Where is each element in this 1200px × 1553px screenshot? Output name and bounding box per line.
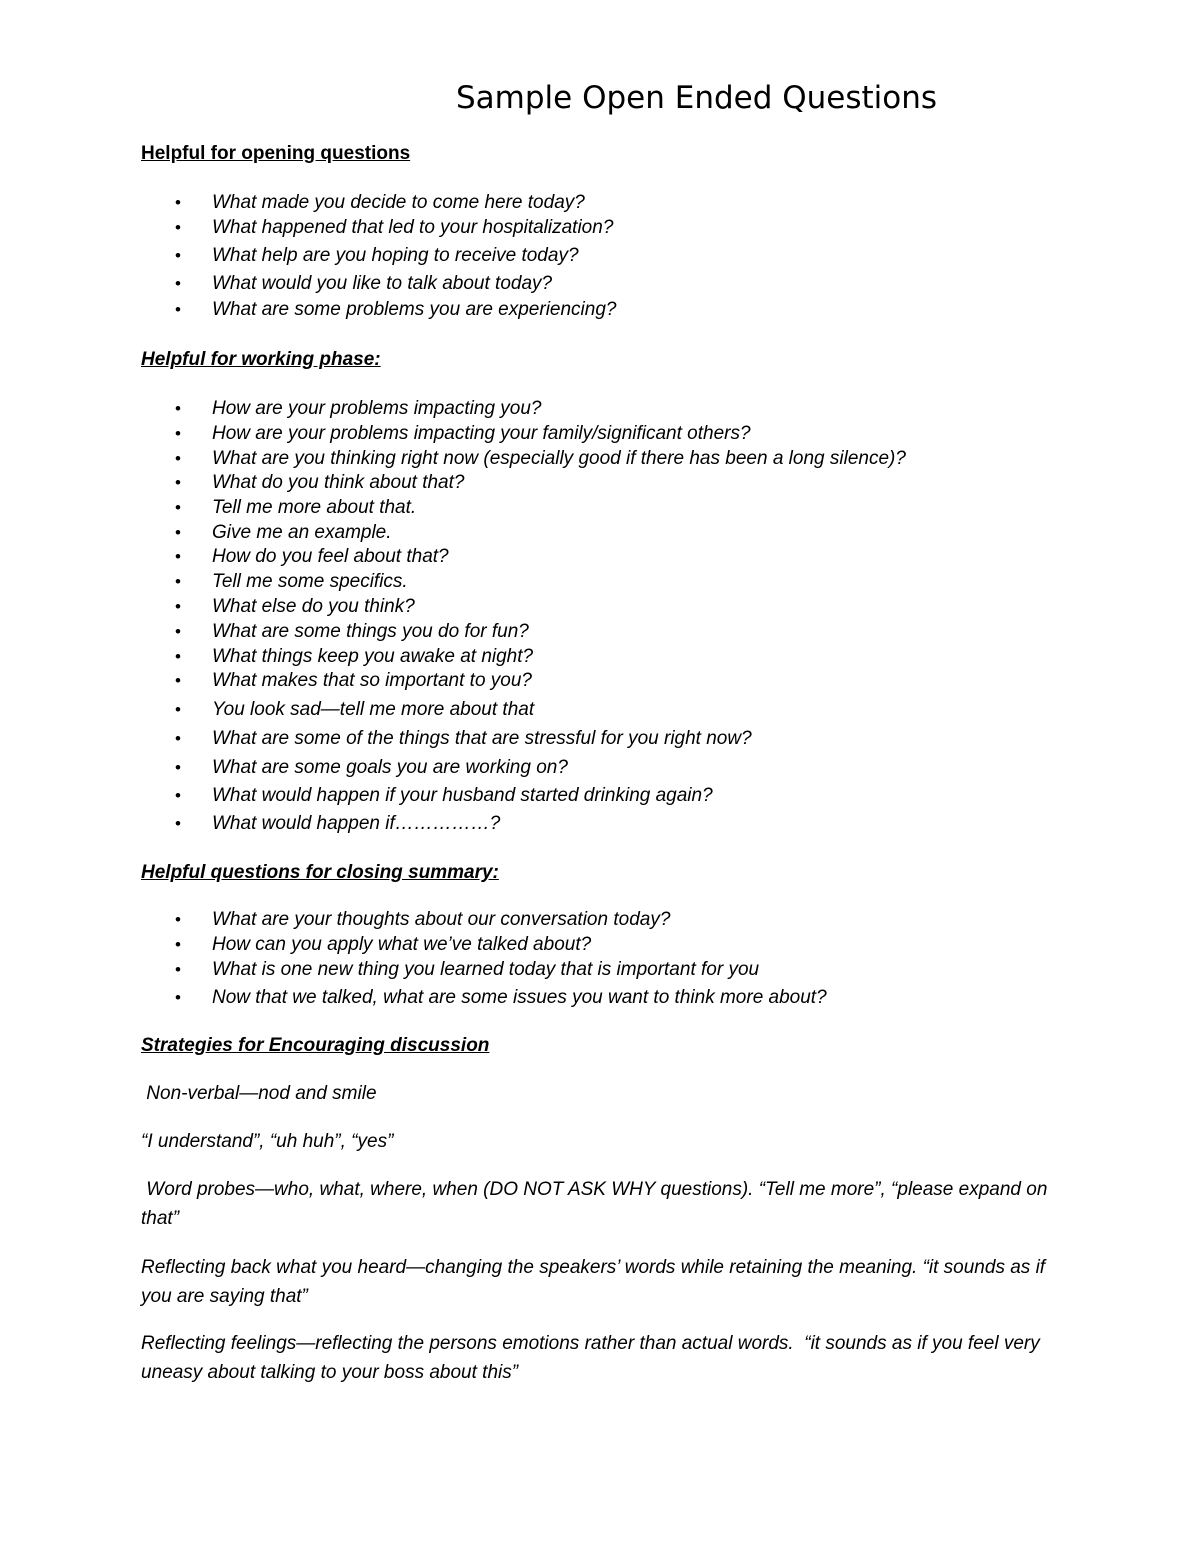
bullet-icon: • bbox=[175, 960, 181, 979]
strategy-paragraph: “I understand”, “uh huh”, “yes” bbox=[141, 1131, 394, 1152]
section-heading-closing-summary: Helpful questions for closing summary: bbox=[141, 862, 499, 883]
bullet-icon: • bbox=[175, 547, 181, 566]
list-item: • What are some goals you are working on? bbox=[175, 757, 568, 778]
bullet-icon: • bbox=[175, 597, 181, 616]
bullet-icon: • bbox=[175, 498, 181, 517]
bullet-icon: • bbox=[175, 622, 181, 641]
list-item: • What are some things you do for fun? bbox=[175, 621, 529, 642]
list-item: • How can you apply what we’ve talked about? bbox=[175, 934, 592, 955]
section-heading-strategies: Strategies for Encouraging discussion bbox=[141, 1035, 490, 1056]
bullet-icon: • bbox=[175, 274, 181, 293]
list-item: • You look sad—tell me more about that bbox=[175, 699, 535, 720]
list-item: • What are you thinking right now (especially good if there has been a long silence)? bbox=[175, 448, 906, 469]
bullet-icon: • bbox=[175, 988, 181, 1007]
bullet-icon: • bbox=[175, 473, 181, 492]
bullet-icon: • bbox=[175, 449, 181, 468]
list-item: • What would happen if your husband started drinking again? bbox=[175, 785, 713, 806]
bullet-icon: • bbox=[175, 758, 181, 777]
bullet-icon: • bbox=[175, 218, 181, 237]
strategy-paragraph: Reflecting feelings—reflecting the persons emotions rather than actual words. “it sounds as if you feel very uneasy about talking to your boss about this” bbox=[141, 1333, 1046, 1383]
bullet-icon: • bbox=[175, 572, 181, 591]
list-item: • How do you feel about that? bbox=[175, 546, 449, 567]
bullet-icon: • bbox=[175, 935, 181, 954]
bullet-icon: • bbox=[175, 700, 181, 719]
list-item: • What help are you hoping to receive today? bbox=[175, 245, 579, 266]
list-item: • What do you think about that? bbox=[175, 472, 465, 493]
bullet-icon: • bbox=[175, 300, 181, 319]
list-item: • What would happen if……………? bbox=[175, 813, 501, 834]
bullet-icon: • bbox=[175, 910, 181, 929]
section-heading-working-phase: Helpful for working phase: bbox=[141, 349, 381, 370]
strategy-paragraph: Word probes—who, what, where, when (DO NOT ASK WHY questions). “Tell me more”, “please expand on that” bbox=[141, 1179, 1053, 1229]
list-item: • What else do you think? bbox=[175, 596, 415, 617]
bullet-icon: • bbox=[175, 193, 181, 212]
section-heading-opening: Helpful for opening questions bbox=[141, 143, 411, 164]
list-item: • How are your problems impacting you? bbox=[175, 398, 542, 419]
bullet-icon: • bbox=[175, 671, 181, 690]
list-item: • What are some problems you are experiencing? bbox=[175, 299, 617, 320]
strategy-paragraph: Non-verbal—nod and smile bbox=[141, 1083, 377, 1104]
bullet-icon: • bbox=[175, 523, 181, 542]
list-item: • What happened that led to your hospitalization? bbox=[175, 217, 614, 238]
list-item: • What is one new thing you learned today that is important for you bbox=[175, 959, 760, 980]
list-item: • Now that we talked, what are some issues you want to think more about? bbox=[175, 987, 827, 1008]
document-title: Sample Open Ended Questions bbox=[456, 80, 938, 116]
list-item: • Tell me more about that. bbox=[175, 497, 417, 518]
bullet-icon: • bbox=[175, 399, 181, 418]
list-item: • How are your problems impacting your family/significant others? bbox=[175, 423, 751, 444]
list-item: • What made you decide to come here today? bbox=[175, 192, 585, 213]
bullet-icon: • bbox=[175, 246, 181, 265]
list-item: • Give me an example. bbox=[175, 522, 392, 543]
list-item: • What things keep you awake at night? bbox=[175, 646, 534, 667]
bullet-icon: • bbox=[175, 424, 181, 443]
bullet-icon: • bbox=[175, 786, 181, 805]
list-item: • Tell me some specifics. bbox=[175, 571, 408, 592]
list-item: • What are some of the things that are stressful for you right now? bbox=[175, 728, 752, 749]
bullet-icon: • bbox=[175, 729, 181, 748]
list-item: • What would you like to talk about today? bbox=[175, 273, 553, 294]
list-item: • What makes that so important to you? bbox=[175, 670, 532, 691]
strategy-paragraph: Reflecting back what you heard—changing the speakers’ words while retaining the meaning. “it sounds as if you are saying that” bbox=[141, 1257, 1046, 1307]
list-item: • What are your thoughts about our conversation today? bbox=[175, 909, 671, 930]
bullet-icon: • bbox=[175, 814, 181, 833]
bullet-icon: • bbox=[175, 647, 181, 666]
